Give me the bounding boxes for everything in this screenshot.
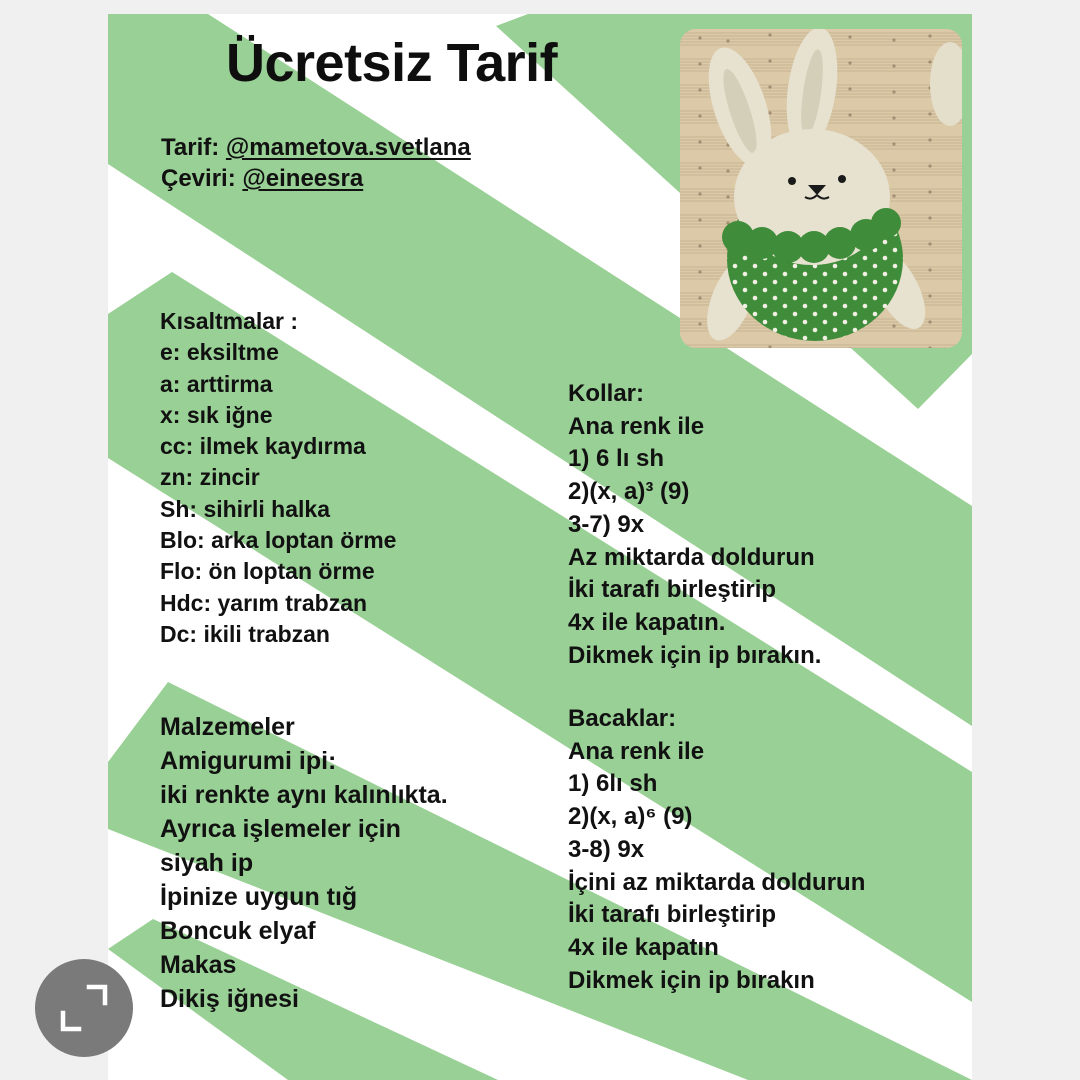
abbreviations-list <box>160 306 396 650</box>
legs-step: Dikmek için ip bırakın <box>568 966 815 994</box>
legs-step: 1) 6lı sh <box>568 770 658 798</box>
material-item: İpinize uygun tığ <box>160 883 358 911</box>
abbreviation-item: Sh: sihirli halka <box>160 495 330 522</box>
material-item: Dikiş iğnesi <box>160 985 299 1013</box>
legs-step: Ana renk ile <box>568 737 705 765</box>
abbreviation-item: a: arttirma <box>160 370 273 397</box>
bunny-photo <box>680 29 962 348</box>
abbreviation-item: Flo: ön loptan örme <box>160 558 375 585</box>
legs-step: 4x ile kapatın <box>568 933 719 961</box>
credit-recipe-handle[interactable]: @mametova.svetlana <box>225 134 471 161</box>
abbreviation-item: e: eksiltme <box>160 339 279 366</box>
legs-step: İki tarafı birleştirip <box>568 901 777 929</box>
page-title: Ücretsiz Tarif <box>226 33 558 93</box>
abbreviation-item: Hdc: yarım trabzan <box>160 589 368 616</box>
legs-step: 3-8) 9x <box>568 835 645 863</box>
credit-translation-label: Çeviri: <box>161 165 243 192</box>
credit-translation <box>161 163 471 194</box>
arms-step: 1) 6 lı sh <box>568 445 665 473</box>
material-item: Makas <box>160 951 237 979</box>
credit-translation-handle[interactable]: @eineesra <box>242 165 364 192</box>
expand-icon <box>59 983 109 1033</box>
material-item: iki renkte aynı kalınlıkta. <box>160 781 448 809</box>
arms-step: Ana renk ile <box>568 412 705 440</box>
abbreviations-heading: Kısaltmalar : <box>160 308 299 334</box>
material-item: siyah ip <box>160 849 254 877</box>
abbreviation-item: zn: zincir <box>160 464 260 491</box>
recipe-card <box>108 14 972 1080</box>
arms-step: 3-7) 9x <box>568 510 645 538</box>
legs-instructions <box>568 703 865 997</box>
abbreviation-item: x: sık iğne <box>160 401 273 428</box>
arms-step: Dikmek için ip bırakın. <box>568 641 822 669</box>
arms-step: İki tarafı birleştirip <box>568 576 777 604</box>
expand-button[interactable] <box>35 959 133 1057</box>
material-item: Boncuk elyaf <box>160 917 316 945</box>
arms-step: 2)(x, a)³ (9) <box>568 478 690 506</box>
materials-list <box>160 710 448 1016</box>
material-item: Ayrıca işlemeler için <box>160 815 401 843</box>
materials-heading: Malzemeler <box>160 713 295 741</box>
arms-instructions <box>568 378 821 672</box>
abbreviation-item: Blo: arka loptan örme <box>160 527 397 554</box>
arms-step: 4x ile kapatın. <box>568 608 726 636</box>
credits <box>161 132 471 194</box>
material-item: Amigurumi ipi: <box>160 747 337 775</box>
legs-step: İçini az miktarda doldurun <box>568 868 866 896</box>
arms-step: Az miktarda doldurun <box>568 543 815 571</box>
abbreviation-item: cc: ilmek kaydırma <box>160 433 366 460</box>
credit-recipe <box>161 132 471 163</box>
legs-step: 2)(x, a)⁶ (9) <box>568 803 693 831</box>
abbreviation-item: Dc: ikili trabzan <box>160 620 330 647</box>
credit-recipe-label: Tarif: <box>161 134 226 161</box>
legs-heading: Bacaklar: <box>568 705 677 732</box>
arms-heading: Kollar: <box>568 380 645 407</box>
crochet-bunny-illustration <box>680 29 962 348</box>
